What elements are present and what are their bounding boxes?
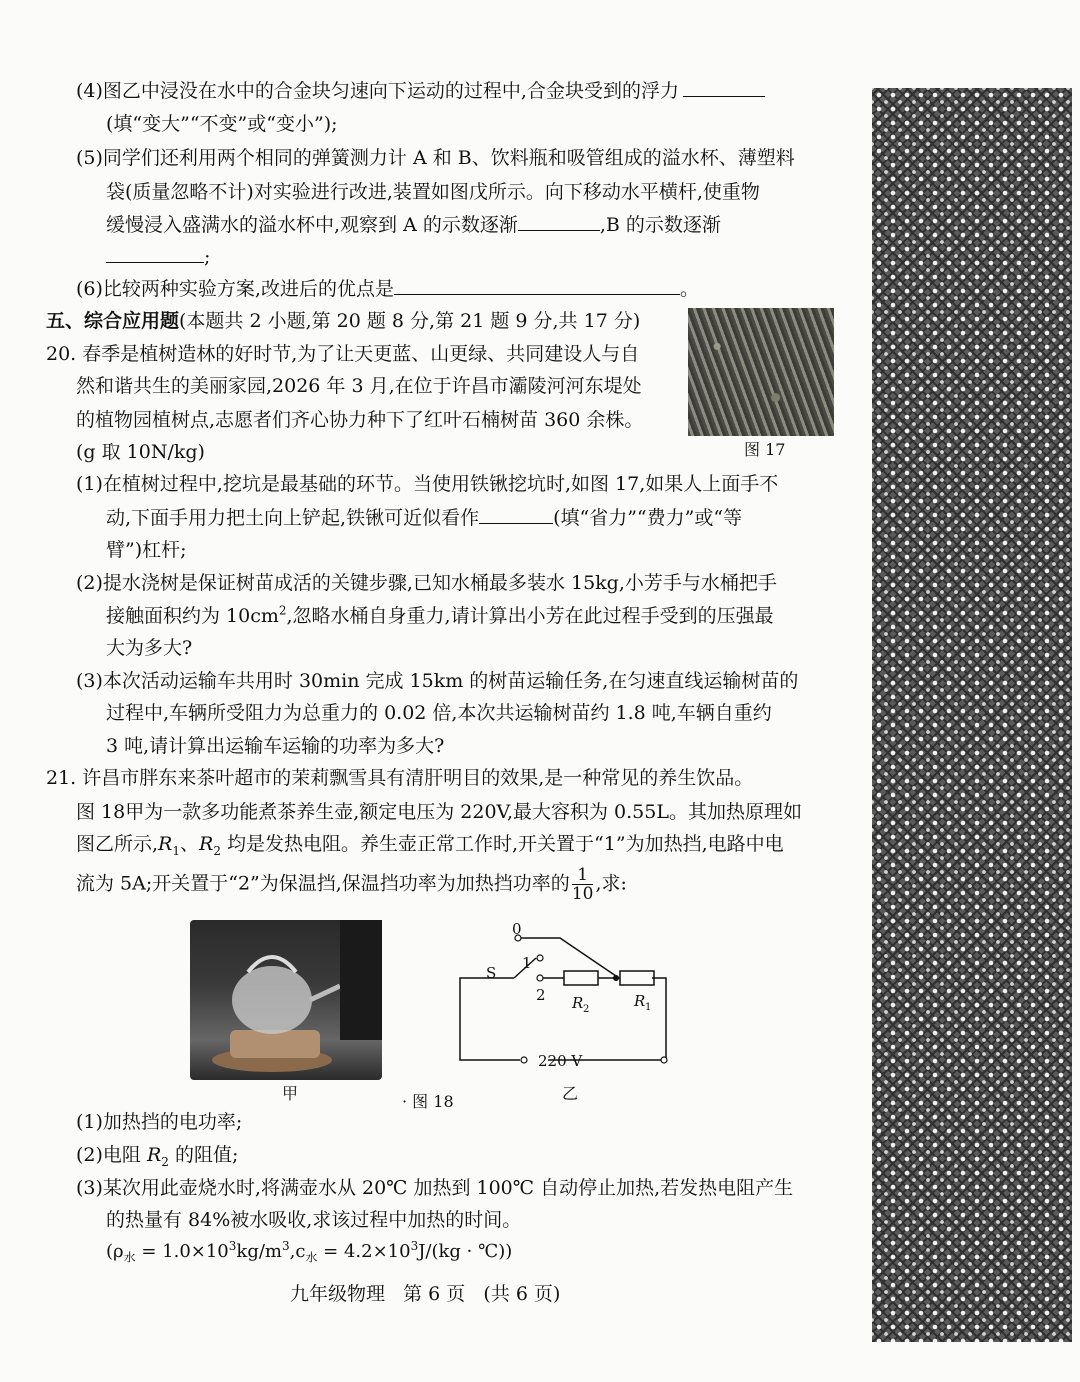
section-heading: 五、综合应用题(本题共 2 小题,第 20 题 8 分,第 21 题 9 分,共 17 分): [46, 310, 641, 332]
terminal-right: [661, 1057, 667, 1063]
q21-sub2: (2)电阻 $R_2$ 的阻值;: [76, 1144, 239, 1169]
figure-17-caption: 图 17: [744, 440, 786, 459]
q20-sub1-line2: 动,下面手用力把土向上铲起,铁锹可近似看作 (填“省力”“费力”或“等: [106, 501, 742, 534]
label-r1: R: [634, 992, 646, 1010]
q19-part4-line1: (4)图乙中浸没在水中的合金块匀速向下运动的过程中,合金块受到的浮力: [76, 74, 765, 107]
label-r2: R: [572, 994, 584, 1012]
answer-blank[interactable]: [394, 272, 680, 295]
answer-blank[interactable]: [683, 74, 765, 97]
q19-part4-line2: (填“变大”“不变”或“变小”);: [106, 113, 338, 135]
label-1: 1: [522, 954, 532, 972]
q20-stem-line2: 然和谐共生的美丽家园,2026 年 3 月,在位于许昌市灞陵河河东堤处: [76, 375, 642, 397]
q21-sub3-line2: 的热量有 84%被水吸收,求该过程中加热的时间。: [106, 1209, 522, 1231]
q20-sub3-line2: 过程中,车辆所受阻力为总重力的 0.02 倍,本次共运输树苗约 1.8 吨,车辆自重约: [106, 702, 772, 724]
q19-part5-line3: 缓慢浸入盛满水的溢水杯中,观察到 A 的示数逐渐 ,B 的示数逐渐: [106, 208, 721, 241]
label-r2-sub: 2: [583, 1004, 590, 1015]
q20-sub3-line1: (3)本次活动运输车共用时 30min 完成 15km 的树苗运输任务,在匀速直线运输树苗的: [76, 670, 799, 692]
q20-sub1-line1: (1)在植树过程中,挖坑是最基础的环节。当使用铁锹挖坑时,如图 17,如果人上面手不: [76, 473, 779, 495]
q19-part6-line: (6)比较两种实验方案,改进后的优点是 。: [76, 272, 699, 305]
q21-stem-line3: 图乙所示$,R_1$、$R_2$ 均是发热电阻。养生壶正常工作时,开关置于“1”为加热挡,电路中电: [76, 833, 784, 858]
q21-stem-line1: 21. 许昌市胖东来茶叶超市的茉莉飘雪具有清肝明目的效果,是一种常见的养生饮品。: [46, 767, 754, 789]
figure-18-teapot-photo: [190, 920, 382, 1080]
q20-sub2-line1: (2)提水浇树是保证树苗成活的关键步骤,已知水桶最多装水 15kg,小芳手与水桶把手: [76, 572, 777, 594]
q20-stem-line3: 的植物园植树点,志愿者们齐心协力种下了红叶石楠树苗 360 余株。: [76, 409, 644, 431]
q21-sub3-line1: (3)某次用此壶烧水时,将满壶水从 20℃ 加热到 100℃ 自动停止加热,若发热电阻产生: [76, 1177, 794, 1199]
contact-1: [537, 955, 543, 961]
q21-stem-line2: 图 18甲为一款多功能煮茶养生壶,额定电压为 220V,最大容积为 0.55L。其加热原理如: [76, 801, 802, 823]
q19-part5-line2: 袋(质量忽略不计)对实验进行改进,装置如图戊所示。向下移动水平横杆,使重物: [106, 181, 760, 203]
label-0: 0: [512, 920, 522, 938]
answer-blank[interactable]: [518, 208, 600, 231]
figure-jia-label: 甲: [282, 1084, 299, 1103]
q21-stem-line4: 流为 5A;开关置于“2”为保温挡,保温挡功率为加热挡功率的 $\frac{1}{10}$ ,求:: [76, 865, 627, 904]
q20-sub1-line3: 臂”)杠杆;: [106, 539, 187, 561]
junction-dot: [613, 975, 619, 981]
fraction-one-tenth: $\frac{1}{10}$: [571, 865, 594, 904]
answer-blank[interactable]: [479, 501, 553, 524]
label-switch: S: [486, 964, 497, 982]
q20-sub2-line2: 接触面积约为 $10cm^2$,忽略水桶自身重力,请计算出小芳在此过程手受到的压强最: [106, 603, 774, 627]
terminal-left: [521, 1057, 527, 1063]
q21-sub1: (1)加热挡的电功率;: [76, 1111, 243, 1133]
label-r1-sub: 1: [645, 1002, 652, 1013]
q20-sub3-line3: 3 吨,请计算出运输车运输的功率为多大?: [106, 735, 445, 757]
label-2: 2: [536, 986, 546, 1004]
page-footer: 九年级物理 第 6 页 (共 6 页): [290, 1283, 561, 1305]
q19-part5-line4: ;: [106, 240, 210, 273]
q20-stem-line1: 20. 春季是植树造林的好时节,为了让天更蓝、山更绿、共同建设人与自: [46, 343, 640, 365]
q21-constants: ($\rho_水 = 1.0\times 10^3kg/m^3,c_水 = 4.2\times 10^3J/(kg$ · ℃)): [106, 1239, 513, 1265]
answer-blank[interactable]: [106, 240, 204, 263]
q20-stem-line4: (g 取 10N/kg): [76, 441, 205, 463]
circuit-diagram: [440, 920, 680, 1080]
margin-pattern-strip: [872, 88, 1072, 1342]
figure-17-shovel-photo: [688, 308, 834, 436]
label-voltage: 220 V: [538, 1052, 583, 1070]
figure-yi-label: 乙: [562, 1084, 579, 1103]
q19-part5-line1: (5)同学们还利用两个相同的弹簧测力计 A 和 B、饮料瓶和吸管组成的溢水杯、薄塑料: [76, 147, 795, 169]
figure-18-caption: · 图 18: [402, 1092, 454, 1111]
contact-2: [537, 975, 543, 981]
teapot-icon: [190, 920, 382, 1080]
q20-sub2-line3: 大为多大?: [106, 637, 193, 659]
